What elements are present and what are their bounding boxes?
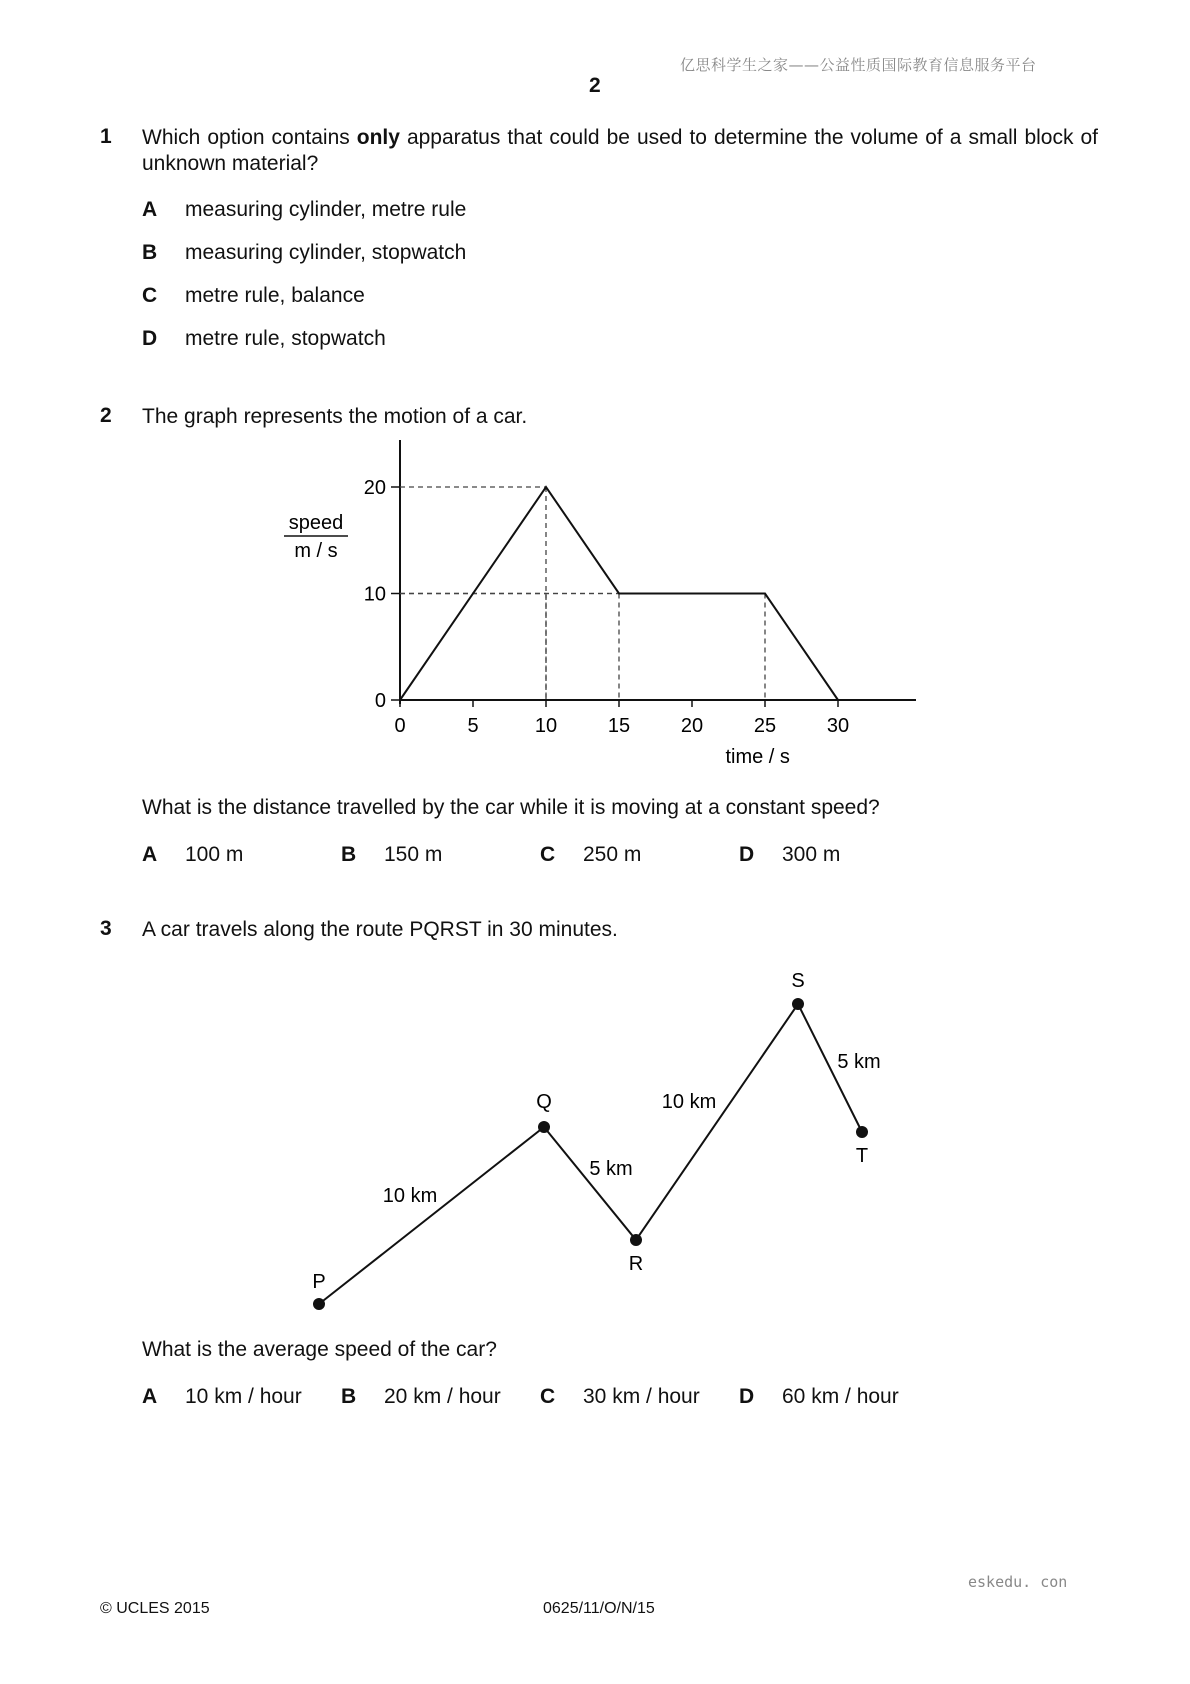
x-tick-label-0: 0 [394,715,406,737]
option-letter: C [540,843,556,866]
option-text: 60 km / hour [782,1385,899,1408]
x-tick-label-5: 5 [467,715,479,737]
option-letter: C [540,1385,556,1408]
q2-number: 2 [100,404,112,427]
q1-text-before: Which option contains [142,126,357,149]
option-letter: A [142,1385,158,1408]
q1-option-d[interactable] [142,327,742,357]
q2-text: The graph represents the motion of a car. [142,405,528,428]
point-q-label: Q [536,1091,552,1113]
option-text: 300 m [782,843,841,866]
q3-option-b[interactable] [341,1385,541,1415]
option-text: metre rule, balance [185,284,365,307]
q3-question: What is the average speed of the car? [142,1338,497,1361]
point-r-label: R [628,1253,644,1275]
option-text: 20 km / hour [384,1385,501,1408]
point-s-label: S [791,970,805,992]
point-r-dot [630,1234,642,1246]
q1-text [142,125,1098,177]
q2-option-a[interactable] [142,843,342,873]
y-tick-label-0: 0 [374,690,386,712]
q2-question: What is the distance travelled by the car while it is moving at a constant speed? [142,796,880,819]
option-letter: B [341,843,357,866]
x-tick-label-15: 15 [607,715,631,737]
option-text: 150 m [384,843,443,866]
y-tick-label-20: 20 [363,477,386,499]
option-letter: A [142,843,158,866]
site-watermark: eskedu. con [968,1573,1068,1591]
route-line [319,1004,862,1304]
option-text: measuring cylinder, stopwatch [185,241,467,264]
page-number: 2 [589,74,601,97]
y-axis-label-top: speed [288,512,344,534]
x-tick-label-10: 10 [534,715,558,737]
q2-option-c[interactable] [540,843,740,873]
y-tick-label-10: 10 [363,583,386,606]
option-letter: D [142,327,158,350]
option-text: 250 m [583,843,642,866]
q3-text: A car travels along the route PQRST in 30 minutes. [142,918,618,941]
q2-option-b[interactable] [341,843,541,873]
point-t-label: T [855,1145,869,1167]
q3-option-d[interactable] [739,1385,939,1415]
speed-time-graph [270,440,930,770]
option-letter: D [739,843,755,866]
point-q-dot [538,1121,550,1133]
q3-option-a[interactable] [142,1385,342,1415]
x-tick-label-30: 30 [826,715,850,737]
option-text: metre rule, stopwatch [185,327,386,350]
segment-st-label: 5 km [837,1051,881,1073]
option-letter: C [142,284,158,307]
x-axis-label: time / s [725,746,790,768]
route-diagram [280,960,920,1320]
q1-option-b[interactable] [142,241,742,271]
q3-number: 3 [100,917,112,940]
point-t-dot [856,1126,868,1138]
option-text: 10 km / hour [185,1385,302,1408]
q1-number: 1 [100,125,112,148]
option-letter: B [341,1385,357,1408]
q3-option-c[interactable] [540,1385,740,1415]
footer-copyright: © UCLES 2015 [100,1600,210,1617]
segment-rs-label: 10 km [661,1091,717,1113]
segment-pq-label: 10 km [382,1185,438,1207]
q2-option-d[interactable] [739,843,939,873]
x-tick-label-20: 20 [680,715,704,737]
segment-qr-label: 5 km [589,1158,633,1180]
option-text: 100 m [185,843,244,866]
option-text: measuring cylinder, metre rule [185,198,467,221]
point-p-label: P [312,1271,326,1293]
option-letter: B [142,241,158,264]
q1-option-a[interactable] [142,198,742,228]
x-tick-label-25: 25 [753,715,777,737]
option-letter: D [739,1385,755,1408]
option-text: 30 km / hour [583,1385,700,1408]
watermark-text: 亿思科学生之家——公益性质国际教育信息服务平台 [680,56,1037,74]
q1-text-after: apparatus that could be used to determine the volume of a small block of unknown material? [142,126,1098,175]
q1-text-bold: only [356,126,400,149]
point-p-dot [313,1298,325,1310]
y-axis-label-bottom: m / s [294,540,338,562]
q1-option-c[interactable] [142,284,742,314]
option-letter: A [142,198,158,221]
footer-paper-code: 0625/11/O/N/15 [543,1600,655,1617]
point-s-dot [792,998,804,1010]
